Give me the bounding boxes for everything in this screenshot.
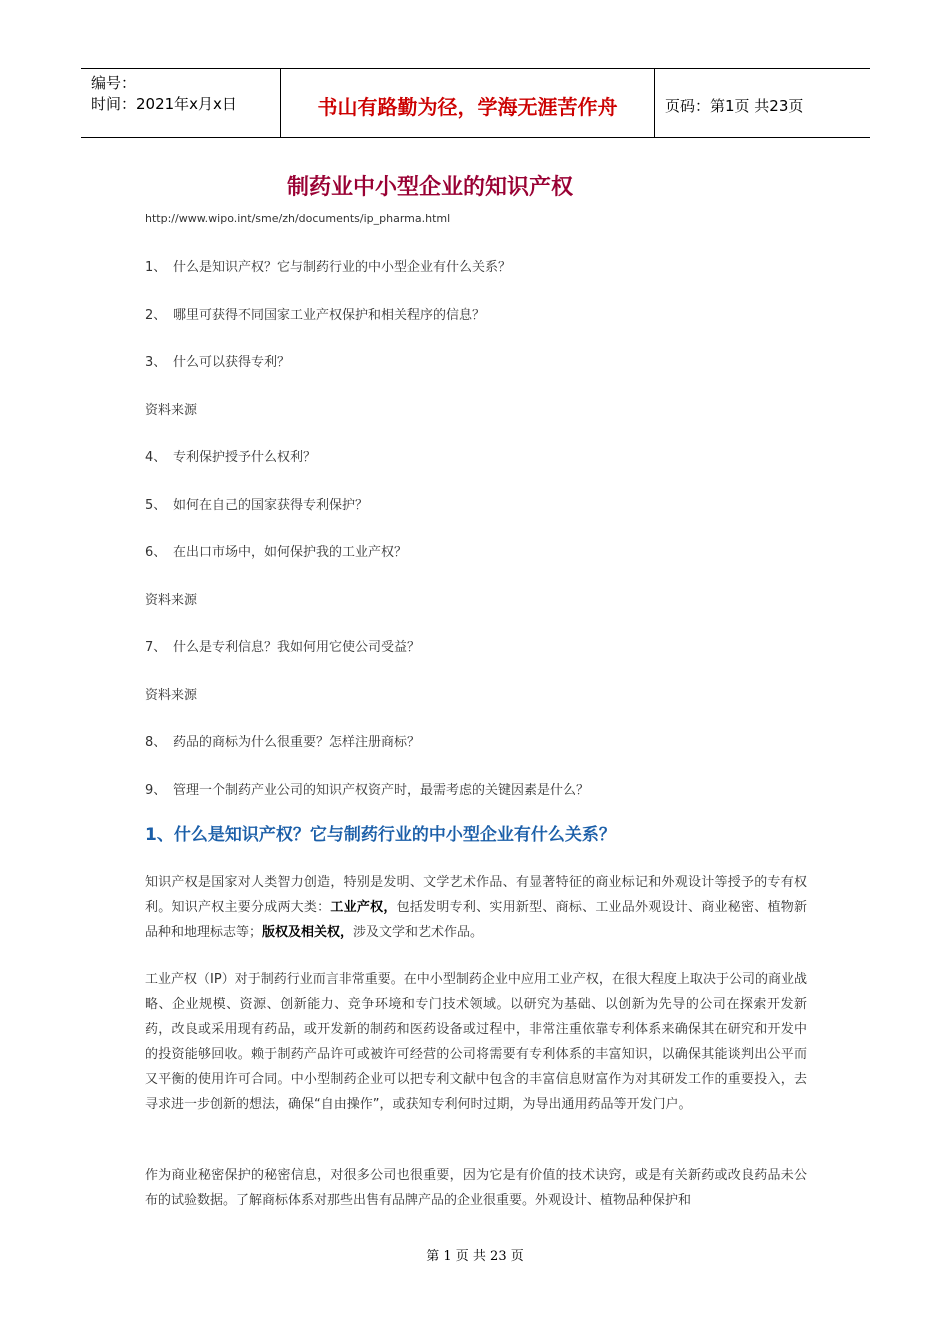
toc-source-label: 资料来源	[145, 687, 198, 703]
toc-source-label: 资料来源	[145, 402, 198, 418]
number-label: 编号：	[91, 74, 137, 92]
toc-item[interactable]: 1、 什么是知识产权？它与制药行业的中小型企业有什么关系？	[145, 260, 512, 275]
toc-item[interactable]: 9、 管理一个制药产业公司的知识产权资产时，最需考虑的关键因素是什么？	[145, 782, 590, 798]
header-motto: 书山有路勤为径，学海无涯苦作舟	[281, 69, 655, 137]
time-label: 时间：2021年x月x日	[91, 95, 237, 113]
toc-item[interactable]: 3、 什么可以获得专利？	[145, 355, 291, 370]
toc-item[interactable]: 7、 什么是专利信息？我如何用它使公司受益？	[145, 640, 421, 655]
section-heading: 1、什么是知识产权？它与制药行业的中小型企业有什么关系？	[145, 825, 616, 845]
paragraph-industrial-property: 工业产权（IP）对于制药行业而言非常重要。在中小型制药企业中应用工业产权，在很大程度上取决于公司的商业战略、企业规模、资源、创新能力、竞争环境和专门技术领域。以研究为基础、以创新为先导的公司在探索开发新药，改良或采用现有药品，或开发新的制药和医药设备或过程中，非常注重依靠专利体系来确保其在研究和开发中的投资能够回收。赖于制药产品许可或被许可经营的公司将需要有专利体系的丰富知识，以确保其能谈判出公平而又平衡的使用许可合同。中小型制药企业可以把专利文献中包含的丰富信息财富作为对其研发工作的重要投入，去寻求进一步创新的想法，确保“自由操作”，或获知专利何时过期，为导出通用药品等开发门户。	[145, 972, 807, 1112]
page-footer: 第 1 页 共 23 页	[426, 1249, 524, 1264]
toc-source-label: 资料来源	[145, 592, 198, 608]
toc-item[interactable]: 2、 哪里可获得不同国家工业产权保护和相关程序的信息？	[145, 307, 486, 323]
toc-item[interactable]: 8、 药品的商标为什么很重要？怎样注册商标？	[145, 735, 421, 750]
header-meta	[81, 69, 281, 137]
toc-item[interactable]: 6、 在出口市场中，如何保护我的工业产权？	[145, 545, 408, 560]
header-page-info: 页码：第1页 共23页	[665, 96, 804, 115]
paragraph-trade-secrets: 作为商业秘密保护的秘密信息，对很多公司也很重要，因为它是有价值的技术诀窍，或是有关新药或改良药品未公布的试验数据。了解商标体系对那些出售有品牌产品的企业很重要。外观设计、植物品种保护和	[145, 1168, 807, 1208]
source-url[interactable]: http://www.wipo.int/sme/zh/documents/ip_pharma.html	[145, 212, 451, 225]
toc-item[interactable]: 4、 专利保护授予什么权利？	[145, 450, 317, 465]
document-header	[81, 68, 870, 138]
document-title: 制药业中小型企业的知识产权	[286, 175, 573, 200]
toc-item[interactable]: 5、 如何在自己的国家获得专利保护？	[145, 497, 369, 513]
table-of-contents	[145, 256, 825, 826]
paragraph-ip-definition: 知识产权是国家对人类智力创造，特别是发明、文学艺术作品、有显著特征的商业标记和外观设计等授予的专有权利。知识产权主要分成两大类：工业产权，包括发明专利、实用新型、商标、工业品外观设计、商业秘密、植物新品种和地理标志等；版权及相关权，涉及文学和艺术作品。	[145, 875, 807, 940]
